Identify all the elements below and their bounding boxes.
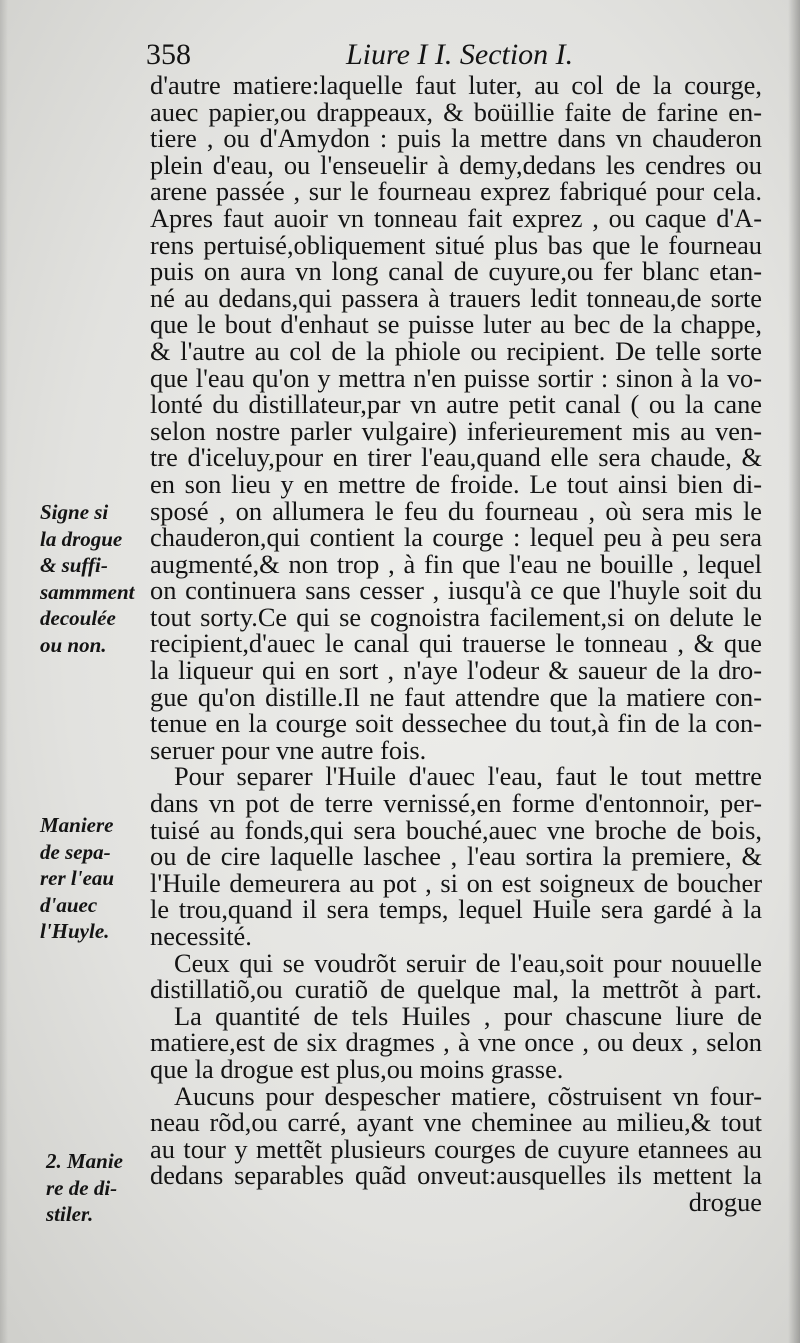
text-line: né au dedans,qui passera à trauers ledit tonneau,de sorte bbox=[150, 282, 762, 313]
margin-note-line: & suffi- bbox=[40, 553, 108, 578]
margin-note-second-method bbox=[46, 1148, 156, 1228]
text-line: ou de cire laquelle laschee , l'eau sortira la premiere, & bbox=[150, 841, 762, 872]
text-line: tenue en la courge soit dessechee du tout,à fin de la con- bbox=[150, 708, 762, 739]
text-line: neau rõd,ou carré, ayant vne cheminee au milieu,& tout bbox=[150, 1107, 762, 1138]
text-line: gue qu'on distille.Il ne faut attendre que la matiere con- bbox=[150, 681, 762, 712]
margin-note-line: l'Huyle. bbox=[40, 919, 110, 944]
margin-note-line: ou non. bbox=[40, 632, 107, 657]
text-line: le trou,quand il sera temps, lequel Huile sera gardé à la bbox=[150, 894, 762, 925]
margin-note-line: d'auec bbox=[40, 892, 98, 917]
text-line: on continuera sans cesser , iusqu'à ce que l'huyle soit du bbox=[150, 575, 762, 606]
text-line: rens pertuisé,obliquement situé plus bas que le fourneau bbox=[150, 229, 762, 260]
text-line: d'autre matiere:laquelle faut luter, au col de la courge, bbox=[150, 70, 762, 100]
margin-note-line: Signe si bbox=[40, 500, 109, 524]
margin-note-separation bbox=[40, 812, 150, 945]
paragraph-start: Pour separer l'Huile d'auec l'eau, faut le tout mettre bbox=[174, 761, 762, 792]
text-line: selon nostre parler vulgaire) inferieurement mis au ven- bbox=[150, 415, 762, 446]
page-edge-shadow bbox=[788, 0, 800, 1343]
margin-note-line: rer l'eau bbox=[40, 866, 115, 891]
text-line: distillatiõ,ou curatiõ de quelque mal, la mettrõt à part. bbox=[150, 974, 762, 1005]
text-line: plein d'eau, ou l'enseuelir à demy,dedans les cendres ou bbox=[150, 149, 762, 180]
paragraph-start: La quantité de tels Huiles , pour chascune liure de bbox=[174, 1000, 762, 1031]
text-line: que l'eau qu'on y mettra n'en puisse sortir : sinon à la vo- bbox=[150, 362, 762, 393]
margin-note-line: de sepa- bbox=[40, 839, 111, 864]
text-line: tuisé au fonds,qui sera bouché,auec vne broche de bois, bbox=[150, 814, 762, 845]
text-line: Apres faut auoir vn tonneau fait exprez , ou caque d'A- bbox=[150, 202, 762, 233]
text-line: recipient,d'auec le canal qui trauerse le tonneau , & que bbox=[150, 628, 762, 659]
text-line: auec papier,ou drappeaux, & boüillie faite de farine en- bbox=[150, 96, 762, 127]
text-line: tout sorty.Ce qui se cognoistra facilement,si on delute le bbox=[150, 601, 762, 632]
text-line: necessité. bbox=[150, 921, 252, 951]
text-line: que la drogue est plus,ou moins grasse. bbox=[150, 1053, 564, 1084]
text-line: lonté du distillateur,par vn autre petit canal ( ou la cane bbox=[150, 389, 762, 420]
margin-note-line: Maniere bbox=[40, 813, 114, 837]
margin-note-line: re de di- bbox=[46, 1175, 118, 1200]
catchword: drogue bbox=[688, 1186, 762, 1217]
margin-note-line: 2. Manie bbox=[46, 1149, 124, 1173]
text-line: tre d'iceluy,pour en tirer l'eau,quand elle sera chaude, & bbox=[150, 442, 762, 473]
margin-note-sign bbox=[40, 499, 150, 659]
body-text bbox=[150, 72, 762, 1216]
text-line: tiere , ou d'Amydon : puis la mettre dans vn chauderon bbox=[150, 123, 762, 154]
text-line: puis on aura vn long canal de cuyure,ou fer blanc etan- bbox=[150, 256, 762, 287]
text-line: dans vn pot de terre vernissé,en forme d'entonnoir, per- bbox=[150, 788, 762, 819]
paragraph-start: Ceux qui se voudrõt seruir de l'eau,soit pour nouuelle bbox=[174, 947, 762, 978]
text-line: augmenté,& non trop , à fin que l'eau ne bouille , lequel bbox=[150, 548, 762, 579]
margin-note-line: la drogue bbox=[40, 526, 123, 551]
paragraph-start: Aucuns pour despescher matiere, cõstruisent vn four- bbox=[174, 1080, 762, 1111]
text-line: matiere,est de six dragmes , à vne once , ou deux , selon bbox=[150, 1027, 762, 1058]
text-line: la liqueur qui en sort , n'aye l'odeur & saueur de la dro- bbox=[150, 655, 762, 686]
text-line: dedans separables quãd onveut:ausquelles ils mettent la bbox=[150, 1160, 762, 1191]
text-line: seruer pour vne autre fois. bbox=[150, 734, 427, 765]
text-line: au tour y mettẽt plusieurs courges de cuyure etannees au bbox=[150, 1133, 762, 1164]
text-line: l'Huile demeurera au pot , si on est soigneux de boucher bbox=[150, 867, 762, 898]
text-line: que le bout d'enhaut se puisse luter au bec de la chappe, bbox=[150, 309, 762, 340]
page-gutter-shadow bbox=[0, 0, 8, 1343]
page-number: 358 bbox=[146, 38, 191, 71]
margin-note-line: sammment bbox=[40, 579, 135, 604]
text-line: arene passée , sur le fourneau exprez fabriqué pour cela. bbox=[150, 176, 762, 207]
margin-note-line: decoulée bbox=[40, 606, 116, 631]
text-line: sposé , on allumera le feu du fourneau , où sera mis le bbox=[150, 495, 762, 526]
text-line: en son lieu y en mettre de froide. Le tout ainsi bien di- bbox=[150, 468, 762, 499]
running-title: Liure I I. Section I. bbox=[346, 38, 574, 71]
text-line: & l'autre au col de la phiole ou recipient. De telle sorte bbox=[150, 335, 762, 366]
text-line: chauderon,qui contient la courge : lequel peu à peu sera bbox=[150, 522, 762, 553]
margin-note-line: stiler. bbox=[46, 1202, 94, 1227]
